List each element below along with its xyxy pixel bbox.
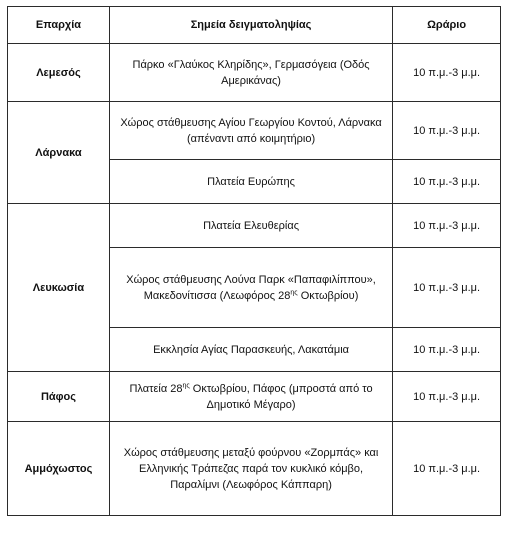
district-cell: Λάρνακα [8, 102, 110, 204]
district-cell: Αμμόχωστος [8, 422, 110, 516]
ordinal-suffix: ης [182, 381, 190, 389]
hours-cell: 10 π.μ.-3 μ.μ. [393, 422, 501, 516]
table-body [8, 44, 501, 516]
location-cell: Πλατεία Ευρώπης [109, 160, 392, 204]
location-cell: Χώρος στάθμευσης μεταξύ φούρνου «Ζορμπάς» και Ελληνικής Τράπεζας παρά τον κυκλικό κόμβο, Παραλίμνι (Λεωφόρος Κάππαρη) [109, 422, 392, 516]
location-cell [109, 372, 392, 422]
table-row [8, 204, 501, 248]
location-text: Οκτωβρίου) [297, 289, 359, 302]
location-cell [109, 248, 392, 328]
table-row [8, 422, 501, 516]
district-cell: Πάφος [8, 372, 110, 422]
hours-cell: 10 π.μ.-3 μ.μ. [393, 204, 501, 248]
sampling-schedule-table [7, 6, 501, 516]
table-row [8, 44, 501, 102]
table-row [8, 102, 501, 160]
hours-cell: 10 π.μ.-3 μ.μ. [393, 372, 501, 422]
hours-cell: 10 π.μ.-3 μ.μ. [393, 44, 501, 102]
location-cell: Χώρος στάθμευσης Αγίου Γεωργίου Κοντού, Λάρνακα (απέναντι από κοιμητήριο) [109, 102, 392, 160]
location-cell: Πλατεία Ελευθερίας [109, 204, 392, 248]
hours-cell: 10 π.μ.-3 μ.μ. [393, 248, 501, 328]
table-row [8, 372, 501, 422]
hours-cell: 10 π.μ.-3 μ.μ. [393, 102, 501, 160]
header-location: Σημεία δειγματοληψίας [109, 7, 392, 44]
header-row [8, 7, 501, 44]
location-text: Οκτωβρίου, Πάφος (μπροστά από το Δημοτικό Μέγαρο) [189, 382, 373, 411]
location-text: Χώρος στάθμευσης Λούνα Παρκ «Παπαφιλίππου», Μακεδονίτισσα (Λεωφόρος 28 [126, 273, 376, 302]
location-text: Πλατεία 28 [129, 382, 183, 395]
header-hours: Ωράριο [393, 7, 501, 44]
hours-cell: 10 π.μ.-3 μ.μ. [393, 328, 501, 372]
header-district: Επαρχία [8, 7, 110, 44]
ordinal-suffix: ης [290, 288, 298, 296]
location-cell: Εκκλησία Αγίας Παρασκευής, Λακατάμια [109, 328, 392, 372]
district-cell: Λεμεσός [8, 44, 110, 102]
district-cell: Λευκωσία [8, 204, 110, 372]
location-cell: Πάρκο «Γλαύκος Κληρίδης», Γερμασόγεια (Οδός Αμερικάνας) [109, 44, 392, 102]
hours-cell: 10 π.μ.-3 μ.μ. [393, 160, 501, 204]
